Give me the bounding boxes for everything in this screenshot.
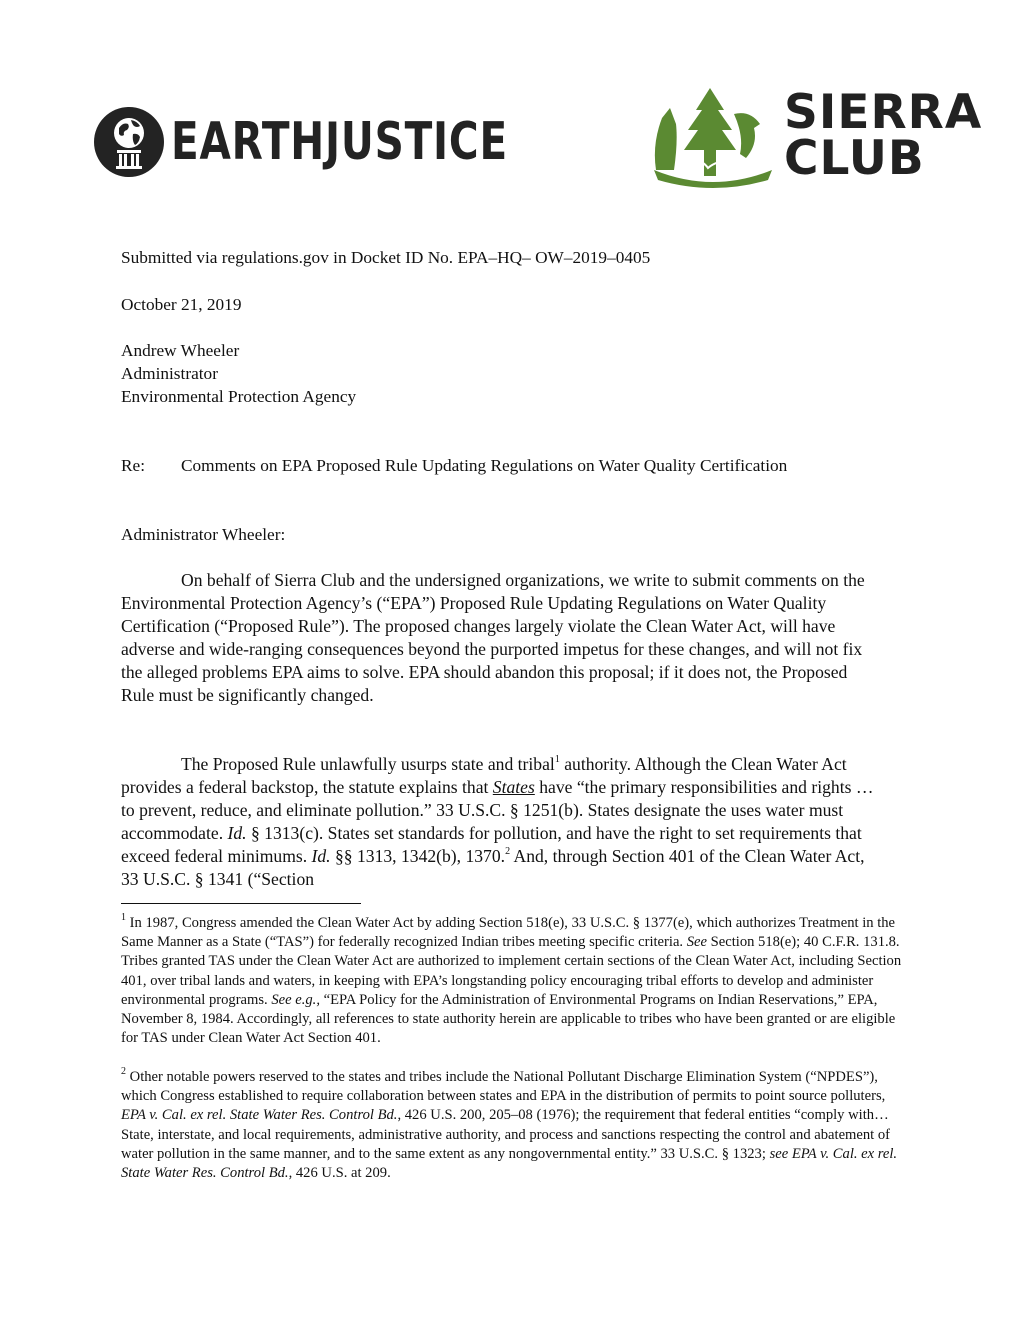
salutation: Administrator Wheeler: [121,525,286,544]
footnote-1-text-a: In 1987, Congress amended the Clean Water Act by adding Section 518(e), 33 U.S.C. § 1377(e), which authorizes Treatment in the Same Manner as a State (“TAS”) for federally recognized Indian tribes meeting specific criteria. [121,915,896,951]
footnote-2-text-b: , 426 U.S. 200, 205–08 (1976); the requirement that federal entities “comply with… State, interstate, and local requirements, administrative authority, and process and sanctions respecting the control and abatement of water pollution in the same manner, and to the same extent as any nongovernmental entity.” 33 U.S.C. § 1323; [121,1107,891,1162]
globe-pillar-icon [93,106,165,178]
p2-part-4: § 1313(c). States set standards for pollution, and have the right to set requirements that exceed federal minimums. [121,823,862,866]
footnote-separator [121,903,361,904]
paragraph-intro-text: On behalf of Sierra Club and the undersigned organizations, we write to submit comments on the Environmental Protection Agency’s (“EPA”) Proposed Rule Updating Regulations on Water Quality Certification (“Proposed Rule”). The proposed changes largely violate the Clean Water Act, will have adverse and wide-ranging consequences beyond the purported impetus for these changes, and will not fix the alleged problems EPA aims to solve. EPA should abandon this proposal; if it does not, the Proposed Rule must be significantly changed. [121,570,865,705]
footnote-ref-1[interactable]: 1 [554,754,560,766]
id-citation-1: Id. [227,823,247,843]
states-emphasis: States [492,777,535,797]
sequoia-tree-icon [648,84,778,188]
sierra-club-word-1: SIERRA [784,85,983,140]
footnote-1-see-eg: See e.g., [271,991,320,1008]
recipient-title: Administrator [121,364,218,383]
footnote-2-number: 2 [121,1066,126,1078]
sierra-club-logo [648,84,982,188]
recipient-name: Andrew Wheeler [121,341,240,360]
re-label: Re: [121,456,145,475]
footnote-1-text-c: “EPA Policy for the Administration of Environmental Programs on Indian Reservations,” EPA, November 8, 1984. Accordingly, all references to state authority herein are applicable to tribes who have been granted or are eligible for TAS under Clean Water Act Section 401. [121,991,896,1047]
footnote-1-see: See [686,934,707,951]
submission-line: Submitted via regulations.gov in Docket ID No. EPA–HQ– OW–2019–0405 [121,248,651,267]
paragraph-authority [121,753,881,891]
re-line [121,454,901,477]
p2-part-5: §§ 1313, 1342(b), 1370. [330,846,506,866]
re-subject: Comments on EPA Proposed Rule Updating Regulations on Water Quality Certification [181,456,788,475]
footnote-2 [121,1068,903,1183]
earthjustice-wordmark: EARTHJUSTICE [171,112,508,172]
p2-part-3: have “the primary responsibilities and rights … to prevent, reduce, and eliminate pollution.” 33 U.S.C. § 1251(b). States designate the uses water must accommodate. [121,777,874,843]
recipient-agency: Environmental Protection Agency [121,387,357,406]
footnote-1 [121,914,903,1048]
footnote-2-text-c: , 426 U.S. at 209. [288,1165,391,1182]
sierra-club-wordmark [778,85,983,186]
footnote-2-case-1: EPA v. Cal. ex rel. State Water Res. Control Bd. [121,1107,398,1124]
earthjustice-logo [93,106,603,178]
footnote-2-case-2: see EPA v. Cal. ex rel. State Water Res. Control Bd. [121,1145,898,1182]
p2-part-6: And, through Section 401 of the Clean Water Act, 33 U.S.C. § 1341 (“Section [121,846,865,889]
sierra-club-word-2: CLUB [784,131,925,186]
footnote-ref-2[interactable]: 2 [505,846,511,858]
p2-part-2: authority. Although the Clean Water Act provides a federal backstop, the statute explains that [121,754,847,797]
footnote-1-text-b: Section 518(e); 40 C.F.R. 131.8. Tribes granted TAS under the Clean Water Act are authorized to implement certain sections of the Clean Water Act, including Section 401, over tribal lands and waters, in keeping with EPA’s longstanding policy encouraging tribal efforts to develop and administer environmental programs. [121,934,902,1008]
letter-date: October 21, 2019 [121,295,242,314]
id-citation-2: Id. [311,846,331,866]
paragraph-intro [121,569,881,707]
p2-part-1: The Proposed Rule unlawfully usurps state and tribal [181,754,555,774]
footnote-2-text-a: Other notable powers reserved to the states and tribes include the National Pollutant Discharge Elimination System (“NPDES”), which Congress established to require collaboration between states and EPA in the distribution of permits to point source polluters, [121,1069,886,1105]
footnote-1-number: 1 [121,912,126,924]
